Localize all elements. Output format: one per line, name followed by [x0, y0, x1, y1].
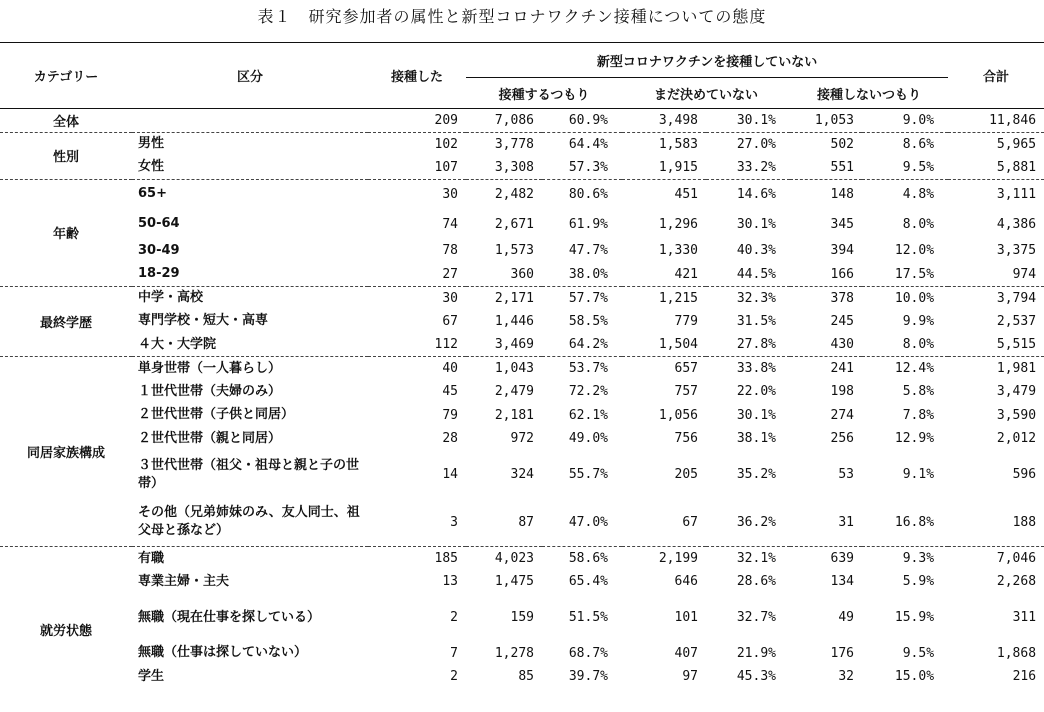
division-cell: その他（兄弟姉妹のみ、友人同士、祖父母と孫など） — [132, 499, 368, 547]
wont-count-cell: 49 — [790, 594, 862, 642]
will-count-cell: 2,181 — [466, 404, 542, 428]
total-count-cell: 2,268 — [948, 570, 1044, 594]
total-count-cell: 4,386 — [948, 209, 1044, 239]
total-count-cell: 5,515 — [948, 333, 1044, 357]
vaccinated-count-cell: 30 — [368, 286, 466, 310]
undecided-percent-cell: 27.8% — [706, 333, 790, 357]
undecided-percent-cell: 32.7% — [706, 594, 790, 642]
wont-percent-cell: 9.0% — [862, 109, 948, 133]
total-count-cell: 974 — [948, 263, 1044, 287]
wont-count-cell: 551 — [790, 156, 862, 180]
total-count-cell: 3,794 — [948, 286, 1044, 310]
wont-count-cell: 53 — [790, 451, 862, 499]
total-count-cell: 3,590 — [948, 404, 1044, 428]
will-percent-cell: 51.5% — [542, 594, 622, 642]
will-percent-cell: 39.7% — [542, 665, 622, 689]
col-will-vaccinate: 接種するつもり — [466, 78, 622, 109]
wont-count-cell: 31 — [790, 499, 862, 547]
wont-percent-cell: 9.1% — [862, 451, 948, 499]
undecided-percent-cell: 30.1% — [706, 209, 790, 239]
table-caption: 表１ 研究参加者の属性と新型コロナワクチン接種についての態度 — [0, 4, 1024, 27]
vaccinated-count-cell: 112 — [368, 333, 466, 357]
total-count-cell: 5,965 — [948, 132, 1044, 156]
table-row — [0, 357, 1044, 381]
undecided-count-cell: 67 — [622, 499, 706, 547]
total-count-cell: 311 — [948, 594, 1044, 642]
will-percent-cell: 38.0% — [542, 263, 622, 287]
will-percent-cell: 72.2% — [542, 380, 622, 404]
undecided-percent-cell: 22.0% — [706, 380, 790, 404]
wont-count-cell: 430 — [790, 333, 862, 357]
wont-percent-cell: 9.5% — [862, 642, 948, 666]
wont-count-cell: 176 — [790, 642, 862, 666]
category-cell: 最終学歴 — [0, 286, 132, 357]
col-vaccinated: 接種した — [368, 43, 466, 109]
wont-count-cell: 166 — [790, 263, 862, 287]
will-percent-cell: 60.9% — [542, 109, 622, 133]
undecided-count-cell: 451 — [622, 179, 706, 209]
wont-percent-cell: 5.8% — [862, 380, 948, 404]
undecided-percent-cell: 33.8% — [706, 357, 790, 381]
wont-percent-cell: 7.8% — [862, 404, 948, 428]
will-count-cell: 972 — [466, 427, 542, 451]
vaccinated-count-cell: 27 — [368, 263, 466, 287]
total-count-cell: 188 — [948, 499, 1044, 547]
table-row — [0, 547, 1044, 571]
category-cell: 同居家族構成 — [0, 357, 132, 547]
undecided-percent-cell: 32.3% — [706, 286, 790, 310]
wont-count-cell: 1,053 — [790, 109, 862, 133]
undecided-percent-cell: 31.5% — [706, 310, 790, 334]
table-row — [0, 109, 1044, 133]
total-count-cell: 3,479 — [948, 380, 1044, 404]
wont-percent-cell — [862, 689, 948, 712]
wont-count-cell: 394 — [790, 239, 862, 263]
will-percent-cell: 57.3% — [542, 156, 622, 180]
undecided-count-cell: 421 — [622, 263, 706, 287]
table-row — [0, 642, 1044, 666]
wont-count-cell — [790, 689, 862, 712]
wont-count-cell: 274 — [790, 404, 862, 428]
wont-count-cell: 639 — [790, 547, 862, 571]
division-cell: 18-29 — [132, 263, 368, 287]
will-percent-cell: 58.5% — [542, 310, 622, 334]
will-count-cell: 159 — [466, 594, 542, 642]
undecided-count-cell: 756 — [622, 427, 706, 451]
vaccinated-count-cell: 79 — [368, 404, 466, 428]
will-count-cell: 1,043 — [466, 357, 542, 381]
will-percent-cell: 64.4% — [542, 132, 622, 156]
undecided-percent-cell: 40.3% — [706, 239, 790, 263]
wont-count-cell: 502 — [790, 132, 862, 156]
wont-count-cell: 241 — [790, 357, 862, 381]
vaccinated-count-cell — [368, 689, 466, 712]
table-row — [0, 156, 1044, 180]
vaccinated-count-cell: 40 — [368, 357, 466, 381]
col-not-vaccinated: 新型コロナワクチンを接種していない — [466, 43, 948, 78]
table-row — [0, 132, 1044, 156]
undecided-percent-cell: 27.0% — [706, 132, 790, 156]
division-cell: 65+ — [132, 179, 368, 209]
undecided-percent-cell: 45.3% — [706, 665, 790, 689]
vaccinated-count-cell: 45 — [368, 380, 466, 404]
undecided-count-cell: 1,915 — [622, 156, 706, 180]
division-cell: 単身世帯（一人暮らし） — [132, 357, 368, 381]
division-cell: 有職 — [132, 547, 368, 571]
wont-percent-cell: 8.0% — [862, 209, 948, 239]
division-cell: 30-49 — [132, 239, 368, 263]
wont-count-cell: 345 — [790, 209, 862, 239]
will-count-cell — [466, 689, 542, 712]
division-cell: 専門学校・短大・高専 — [132, 310, 368, 334]
will-percent-cell: 80.6% — [542, 179, 622, 209]
total-count-cell: 216 — [948, 665, 1044, 689]
will-percent-cell: 57.7% — [542, 286, 622, 310]
will-percent-cell: 64.2% — [542, 333, 622, 357]
will-count-cell: 2,671 — [466, 209, 542, 239]
undecided-percent-cell: 21.9% — [706, 642, 790, 666]
table-body — [0, 109, 1044, 712]
will-percent-cell: 68.7% — [542, 642, 622, 666]
col-total: 合計 — [948, 43, 1044, 109]
division-cell: 中学・高校 — [132, 286, 368, 310]
total-count-cell: 3,375 — [948, 239, 1044, 263]
wont-percent-cell: 8.0% — [862, 333, 948, 357]
division-cell: ４大・大学院 — [132, 333, 368, 357]
undecided-count-cell: 101 — [622, 594, 706, 642]
will-percent-cell: 47.7% — [542, 239, 622, 263]
will-count-cell: 1,446 — [466, 310, 542, 334]
table-row — [0, 209, 1044, 239]
division-cell — [132, 109, 368, 133]
vaccinated-count-cell: 209 — [368, 109, 466, 133]
total-count-cell: 2,537 — [948, 310, 1044, 334]
wont-count-cell: 148 — [790, 179, 862, 209]
vaccinated-count-cell: 102 — [368, 132, 466, 156]
wont-percent-cell: 12.0% — [862, 239, 948, 263]
wont-percent-cell: 9.5% — [862, 156, 948, 180]
category-cell: 性別 — [0, 132, 132, 179]
will-count-cell: 1,475 — [466, 570, 542, 594]
col-division: 区分 — [132, 43, 368, 109]
table-row — [0, 380, 1044, 404]
division-cell: 男性 — [132, 132, 368, 156]
division-cell: 無職（現在仕事を探している） — [132, 594, 368, 642]
will-percent-cell: 49.0% — [542, 427, 622, 451]
col-undecided: まだ決めていない — [622, 78, 790, 109]
undecided-percent-cell: 33.2% — [706, 156, 790, 180]
undecided-percent-cell: 35.2% — [706, 451, 790, 499]
will-percent-cell: 47.0% — [542, 499, 622, 547]
category-cell: 全体 — [0, 109, 132, 133]
wont-percent-cell: 9.3% — [862, 547, 948, 571]
undecided-percent-cell: 36.2% — [706, 499, 790, 547]
will-count-cell: 3,308 — [466, 156, 542, 180]
table-row — [0, 594, 1044, 642]
undecided-count-cell: 407 — [622, 642, 706, 666]
vaccinated-count-cell: 185 — [368, 547, 466, 571]
will-percent-cell — [542, 689, 622, 712]
category-cell: 年齢 — [0, 179, 132, 286]
total-count-cell: 5,881 — [948, 156, 1044, 180]
will-count-cell: 87 — [466, 499, 542, 547]
vaccinated-count-cell: 14 — [368, 451, 466, 499]
total-count-cell: 2,012 — [948, 427, 1044, 451]
vaccinated-count-cell: 30 — [368, 179, 466, 209]
table-row — [0, 239, 1044, 263]
division-cell: ２世代世帯（親と同居） — [132, 427, 368, 451]
wont-percent-cell: 8.6% — [862, 132, 948, 156]
vaccine-attitude-table — [0, 42, 1044, 712]
division-cell: ２世代世帯（子供と同居） — [132, 404, 368, 428]
undecided-count-cell: 757 — [622, 380, 706, 404]
col-wont-vaccinate: 接種しないつもり — [790, 78, 948, 109]
undecided-percent-cell: 30.1% — [706, 404, 790, 428]
table-row — [0, 179, 1044, 209]
table-row — [0, 333, 1044, 357]
undecided-percent-cell: 38.1% — [706, 427, 790, 451]
total-count-cell: 3,111 — [948, 179, 1044, 209]
will-percent-cell: 62.1% — [542, 404, 622, 428]
wont-percent-cell: 16.8% — [862, 499, 948, 547]
wont-count-cell: 198 — [790, 380, 862, 404]
vaccinated-count-cell: 13 — [368, 570, 466, 594]
undecided-percent-cell: 30.1% — [706, 109, 790, 133]
division-cell: 学生 — [132, 665, 368, 689]
will-percent-cell: 61.9% — [542, 209, 622, 239]
table-row — [0, 286, 1044, 310]
wont-percent-cell: 4.8% — [862, 179, 948, 209]
will-count-cell: 2,171 — [466, 286, 542, 310]
undecided-percent-cell — [706, 689, 790, 712]
total-count-cell: 11,846 — [948, 109, 1044, 133]
division-cell: 専業主婦・主夫 — [132, 570, 368, 594]
wont-percent-cell: 12.4% — [862, 357, 948, 381]
wont-count-cell: 32 — [790, 665, 862, 689]
vaccinated-count-cell: 7 — [368, 642, 466, 666]
total-count-cell: 596 — [948, 451, 1044, 499]
division-cell — [132, 689, 368, 712]
table-row — [0, 665, 1044, 689]
category-cell: 就労状態 — [0, 547, 132, 712]
will-count-cell: 2,479 — [466, 380, 542, 404]
will-percent-cell: 55.7% — [542, 451, 622, 499]
wont-count-cell: 256 — [790, 427, 862, 451]
wont-count-cell: 245 — [790, 310, 862, 334]
division-cell: 女性 — [132, 156, 368, 180]
wont-percent-cell: 5.9% — [862, 570, 948, 594]
undecided-count-cell: 97 — [622, 665, 706, 689]
undecided-percent-cell: 44.5% — [706, 263, 790, 287]
wont-percent-cell: 12.9% — [862, 427, 948, 451]
vaccinated-count-cell: 78 — [368, 239, 466, 263]
undecided-count-cell: 657 — [622, 357, 706, 381]
table-row — [0, 427, 1044, 451]
will-count-cell: 1,573 — [466, 239, 542, 263]
undecided-count-cell: 2,199 — [622, 547, 706, 571]
wont-percent-cell: 17.5% — [862, 263, 948, 287]
will-count-cell: 2,482 — [466, 179, 542, 209]
wont-percent-cell: 15.9% — [862, 594, 948, 642]
wont-percent-cell: 9.9% — [862, 310, 948, 334]
division-cell: ３世代世帯（祖父・祖母と親と子の世帯） — [132, 451, 368, 499]
will-count-cell: 85 — [466, 665, 542, 689]
will-count-cell: 7,086 — [466, 109, 542, 133]
undecided-count-cell — [622, 689, 706, 712]
table-row — [0, 689, 1044, 712]
undecided-percent-cell: 32.1% — [706, 547, 790, 571]
undecided-count-cell: 1,215 — [622, 286, 706, 310]
col-category: カテゴリー — [0, 43, 132, 109]
will-count-cell: 4,023 — [466, 547, 542, 571]
undecided-count-cell: 205 — [622, 451, 706, 499]
table-row — [0, 499, 1044, 547]
vaccinated-count-cell: 3 — [368, 499, 466, 547]
table-row — [0, 263, 1044, 287]
table-row — [0, 310, 1044, 334]
undecided-percent-cell: 28.6% — [706, 570, 790, 594]
division-cell: １世代世帯（夫婦のみ） — [132, 380, 368, 404]
undecided-count-cell: 1,296 — [622, 209, 706, 239]
vaccinated-count-cell: 28 — [368, 427, 466, 451]
undecided-count-cell: 646 — [622, 570, 706, 594]
wont-count-cell: 134 — [790, 570, 862, 594]
will-percent-cell: 58.6% — [542, 547, 622, 571]
vaccinated-count-cell: 67 — [368, 310, 466, 334]
will-count-cell: 324 — [466, 451, 542, 499]
table-row — [0, 404, 1044, 428]
will-percent-cell: 65.4% — [542, 570, 622, 594]
will-count-cell: 3,778 — [466, 132, 542, 156]
total-count-cell — [948, 689, 1044, 712]
total-count-cell: 1,868 — [948, 642, 1044, 666]
vaccinated-count-cell: 2 — [368, 594, 466, 642]
total-count-cell: 7,046 — [948, 547, 1044, 571]
undecided-count-cell: 3,498 — [622, 109, 706, 133]
undecided-count-cell: 1,583 — [622, 132, 706, 156]
wont-percent-cell: 15.0% — [862, 665, 948, 689]
wont-percent-cell: 10.0% — [862, 286, 948, 310]
will-count-cell: 1,278 — [466, 642, 542, 666]
vaccinated-count-cell: 74 — [368, 209, 466, 239]
division-cell: 50-64 — [132, 209, 368, 239]
division-cell: 無職（仕事は探していない） — [132, 642, 368, 666]
vaccinated-count-cell: 107 — [368, 156, 466, 180]
undecided-count-cell: 1,504 — [622, 333, 706, 357]
undecided-percent-cell: 14.6% — [706, 179, 790, 209]
will-count-cell: 3,469 — [466, 333, 542, 357]
will-count-cell: 360 — [466, 263, 542, 287]
vaccinated-count-cell: 2 — [368, 665, 466, 689]
undecided-count-cell: 1,330 — [622, 239, 706, 263]
wont-count-cell: 378 — [790, 286, 862, 310]
undecided-count-cell: 1,056 — [622, 404, 706, 428]
will-percent-cell: 53.7% — [542, 357, 622, 381]
total-count-cell: 1,981 — [948, 357, 1044, 381]
table-row — [0, 451, 1044, 499]
table-row — [0, 570, 1044, 594]
undecided-count-cell: 779 — [622, 310, 706, 334]
